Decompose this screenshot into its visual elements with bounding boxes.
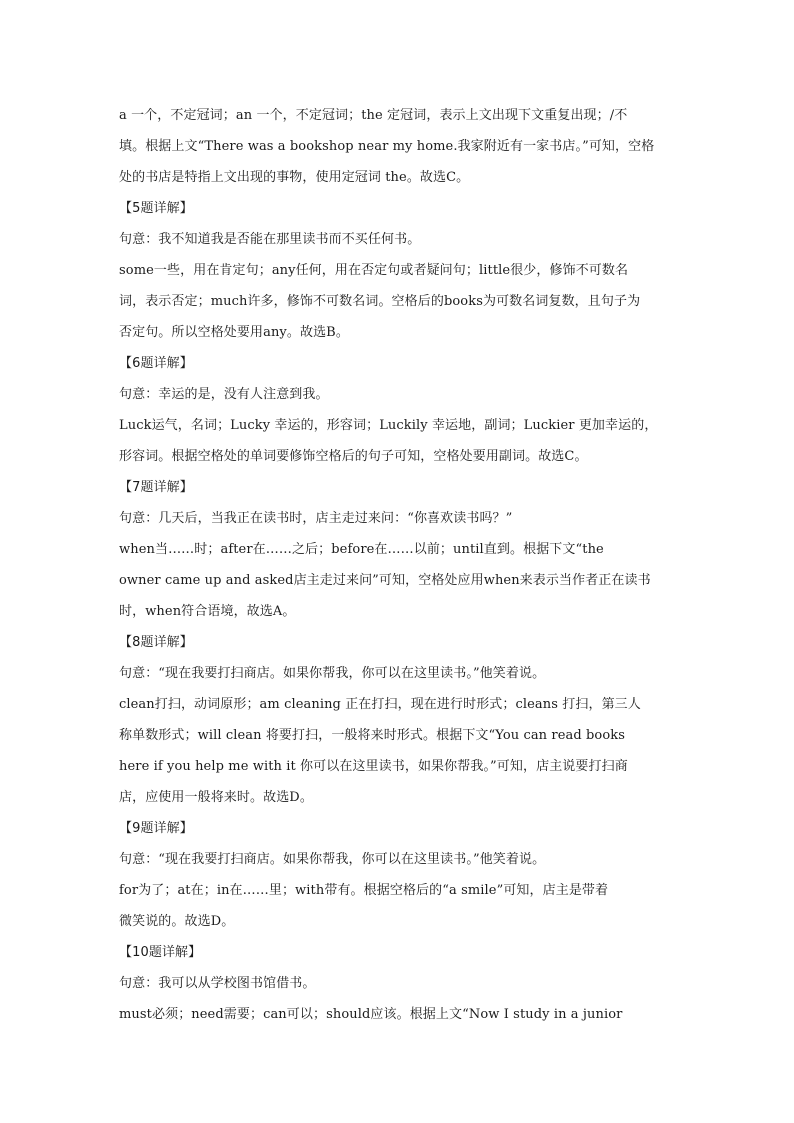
- section-heading: 【7题详解】: [119, 480, 193, 495]
- paragraph-line: clean打扫，动词原形；am cleaning 正在打扫，现在进行时形式；cleans 打扫，第三人: [119, 697, 641, 712]
- paragraph-line: 句意：幸运的是，没有人注意到我。: [119, 387, 329, 402]
- paragraph-line: some一些，用在肯定句；any任何，用在否定句或者疑问句；little很少，修饰不可数名: [119, 263, 629, 278]
- paragraph-line: 句意：“现在我要打扫商店。如果你帮我，你可以在这里读书。”他笑着说。: [119, 666, 546, 681]
- paragraph-line: 形容词。根据空格处的单词要修饰空格后的句子可知，空格处要用副词。故选C。: [119, 449, 588, 464]
- paragraph-line: 句意：我可以从学校图书馆借书。: [119, 976, 316, 991]
- paragraph-line: a 一个，不定冠词；an 一个，不定冠词；the 定冠词，表示上文出现下文重复出现；/不: [119, 108, 628, 123]
- document-page: [119, 100, 679, 1030]
- paragraph-line: Luck运气，名词；Lucky 幸运的，形容词；Luckily 幸运地，副词；Luckier 更加幸运的，: [119, 418, 658, 433]
- section-heading: 【6题详解】: [119, 356, 193, 371]
- section-heading: 【5题详解】: [119, 201, 193, 216]
- paragraph-line: 句意：“现在我要打扫商店。如果你帮我，你可以在这里读书。”他笑着说。: [119, 852, 546, 867]
- section-heading: 【9题详解】: [119, 821, 193, 836]
- paragraph-line: 填。根据上文“There was a bookshop near my home.我家附近有一家书店。”可知，空格: [119, 139, 655, 154]
- section-heading: 【8题详解】: [119, 635, 193, 650]
- paragraph-line: 称单数形式；will clean 将要打扫，一般将来时形式。根据下文“You can read books: [119, 728, 626, 743]
- section-heading: 【10题详解】: [119, 945, 202, 960]
- paragraph-line: 否定句。所以空格处要用any。故选B。: [119, 325, 349, 340]
- paragraph-line: 句意：我不知道我是否能在那里读书而不买任何书。: [119, 232, 421, 247]
- paragraph-line: 店，应使用一般将来时。故选D。: [119, 790, 313, 805]
- paragraph-line: when当……时；after在……之后；before在……以前；until直到。根据下文“the: [119, 542, 604, 557]
- paragraph-line: here if you help me with it 你可以在这里读书，如果你帮我。”可知，店主说要打扫商: [119, 759, 628, 774]
- paragraph-line: 词，表示否定；much许多，修饰不可数名词。空格后的books为可数名词复数，且句子为: [119, 294, 641, 309]
- paragraph-line: 微笑说的。故选D。: [119, 914, 235, 929]
- paragraph-line: 处的书店是特指上文出现的事物，使用定冠词 the。故选C。: [119, 170, 470, 185]
- paragraph-line: 句意：几天后，当我正在读书时，店主走过来问：“你喜欢读书吗？”: [119, 511, 513, 526]
- paragraph-line: owner came up and asked店主走过来问”可知，空格处应用when来表示当作者正在读书: [119, 573, 651, 588]
- paragraph-line: must必须；need需要；can可以；should应该。根据上文“Now I study in a junior: [119, 1007, 623, 1022]
- paragraph-line: for为了；at在；in在……里；with带有。根据空格后的“a smile”可知，店主是带着: [119, 883, 609, 898]
- paragraph-line: 时，when符合语境，故选A。: [119, 604, 296, 619]
